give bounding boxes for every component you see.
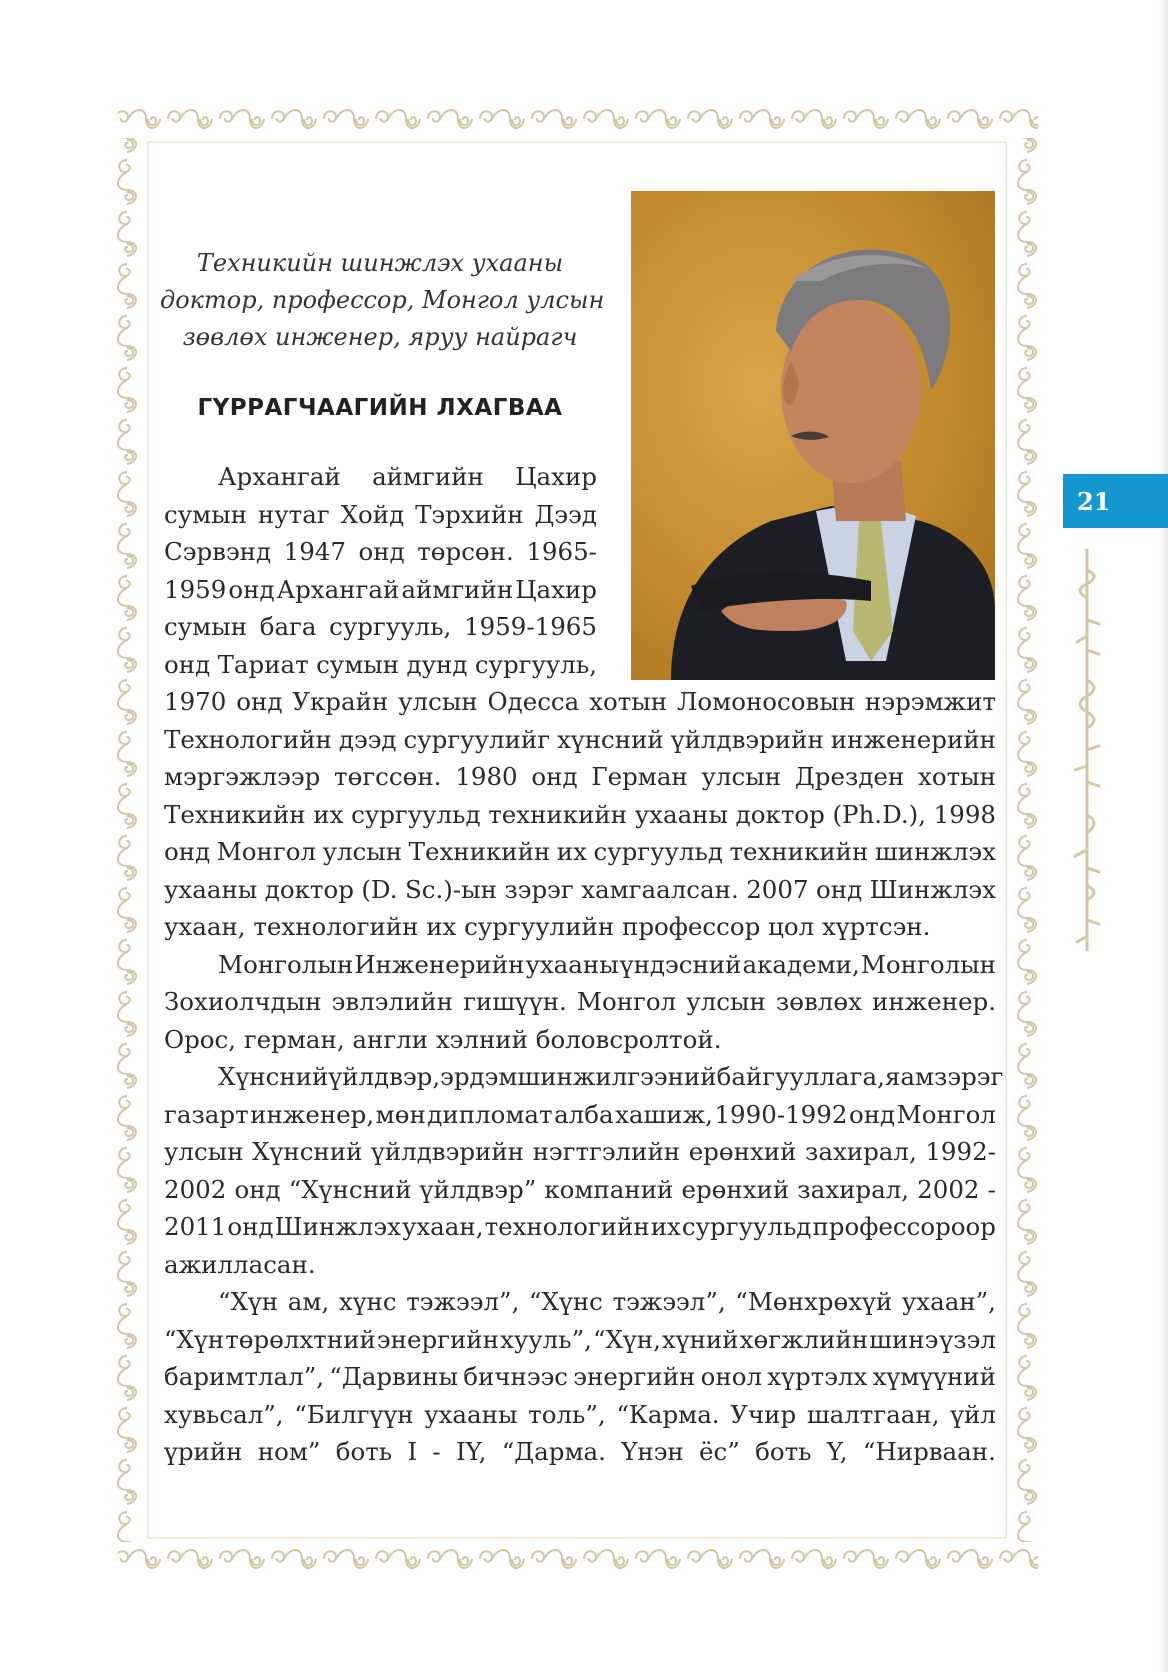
word: бага — [259, 612, 317, 641]
word: төгссөн. — [334, 762, 442, 791]
word: “Хүнс — [529, 1287, 603, 1316]
vertical-script-running-head — [1064, 540, 1110, 960]
word: сургуулийг — [403, 724, 551, 754]
word: онд — [848, 1099, 896, 1129]
word: Ломоносовын — [676, 687, 856, 716]
word: сургуульд — [593, 837, 723, 866]
word: техникийн — [729, 837, 869, 866]
word: төрөлхтний — [225, 1324, 376, 1354]
word: үйлдвэрийн — [670, 724, 824, 754]
word: онд — [236, 687, 283, 716]
word: нэгтгэлийн — [532, 1137, 681, 1166]
word: захирал, — [805, 1137, 917, 1166]
word: Герман — [591, 762, 688, 791]
caption-line: доктор, профессор, Монгол улсын — [160, 286, 605, 314]
word: хамгаалсан. — [581, 874, 739, 904]
text-segment: Орос, герман, англи хэлний боловсролтой. — [164, 1024, 722, 1054]
word: яам — [884, 1062, 935, 1091]
word: “Дарма. — [501, 1437, 606, 1466]
word: улсын — [398, 687, 478, 716]
word: Инженерийн — [354, 949, 525, 979]
word: төрсөн. — [417, 537, 514, 566]
word: “Хүн, — [592, 1324, 661, 1354]
text-line — [164, 1133, 996, 1171]
word: 1959-1965 — [464, 612, 597, 641]
word: эрдэм — [440, 1062, 518, 1091]
word: 2002 — [164, 1174, 227, 1204]
word: дээд — [338, 724, 397, 754]
word: онд — [164, 649, 211, 679]
word: онд — [234, 1174, 281, 1204]
text-line — [164, 983, 996, 1021]
word: онд — [228, 574, 275, 604]
text-line — [164, 608, 597, 646]
word: мөн — [375, 1099, 426, 1129]
word: онд — [227, 1212, 274, 1241]
text-line — [164, 1396, 996, 1434]
word: Техникийн — [164, 799, 306, 829]
word: 1965- — [526, 537, 597, 566]
page-number-tab — [1063, 474, 1168, 528]
word: ёс” — [699, 1437, 740, 1466]
word: онд — [816, 874, 863, 904]
text-line — [164, 1433, 996, 1471]
word: ухаан, — [401, 1212, 484, 1241]
word: дунд — [406, 649, 468, 679]
word: хүнс — [338, 1287, 397, 1316]
word: Хойд — [340, 499, 405, 529]
word: Шинжлэх — [274, 1212, 401, 1241]
word: инженерийн — [830, 724, 996, 754]
word: хашиж, — [615, 1099, 713, 1129]
word: улсын — [164, 1137, 244, 1166]
word: сумын — [164, 612, 248, 641]
word: захирал, — [797, 1174, 910, 1204]
text-line — [164, 533, 597, 571]
text-line — [164, 758, 996, 796]
word: үрийн — [164, 1437, 243, 1466]
word: 1990-1992 — [714, 1099, 848, 1129]
word: тэжээл”, — [612, 1287, 726, 1316]
text-line — [164, 458, 597, 496]
word: дипломат — [427, 1099, 553, 1129]
word: “Карма. — [616, 1399, 720, 1429]
word: хувьсал”, — [164, 1399, 284, 1429]
word: боть — [755, 1437, 812, 1466]
page-edge-shadow — [1158, 0, 1168, 1672]
text-line — [164, 796, 996, 834]
text-line — [164, 1321, 996, 1359]
word: боть — [335, 1437, 393, 1466]
text-line — [164, 1058, 1004, 1096]
word: эвлэлийн — [331, 987, 454, 1016]
word: мэргэжлээр — [164, 762, 321, 791]
word: 1947 — [283, 537, 346, 566]
word: шалтгаан, — [806, 1399, 940, 1429]
word: Учир — [730, 1399, 797, 1429]
word: 1998 — [933, 799, 996, 829]
word: Хүнсний — [252, 1137, 363, 1166]
word: сургуульд — [351, 799, 481, 829]
word: доктор — [735, 799, 825, 829]
text-line — [164, 1171, 996, 1209]
word: “Хүнсний — [288, 1174, 412, 1204]
word: Зохиолчдын — [164, 987, 322, 1016]
word: нутаг — [257, 499, 330, 529]
biography-paragraph-1 — [164, 458, 1004, 1471]
word: “Хүн — [218, 1287, 279, 1316]
word: байгууллага, — [716, 1062, 885, 1091]
text-line — [164, 1246, 996, 1284]
text-line — [164, 1283, 996, 1321]
word: шинжлэх — [874, 837, 996, 866]
word: нэрэмжит — [865, 687, 996, 716]
page-number: 21 — [1077, 486, 1111, 516]
word: бичнээс — [463, 1362, 569, 1391]
word: Монголын — [860, 949, 996, 979]
text-line — [164, 833, 996, 871]
word: хотын — [589, 687, 668, 716]
word: хүний — [661, 1324, 739, 1354]
text-segment: ажилласан. — [164, 1249, 316, 1279]
text-line — [164, 908, 996, 946]
word: үйлдвэр, — [328, 1062, 441, 1091]
word: Архангай — [218, 462, 341, 491]
word: 2011 — [164, 1212, 227, 1241]
word: энергийн — [573, 1362, 696, 1391]
word: 1959 — [164, 574, 227, 604]
caption-line: зөвлөх инженер, яруу найрагч — [182, 323, 578, 351]
text-line — [164, 571, 597, 609]
text-line — [164, 871, 996, 909]
word: онд — [164, 837, 211, 866]
word: (D. — [361, 874, 398, 904]
word: тэжээл”, — [406, 1287, 520, 1316]
portrait-caption — [160, 245, 605, 356]
word: Шинжлэх — [869, 874, 996, 904]
word: ном” — [257, 1437, 321, 1466]
word: Монгол — [896, 1099, 996, 1129]
word: гишүүн. — [463, 987, 567, 1016]
word: Монгол — [576, 987, 677, 1016]
word: зөвлөх — [775, 987, 862, 1016]
word: их — [313, 799, 344, 829]
word: онд — [358, 537, 405, 566]
word: их — [556, 837, 587, 866]
word: Одесса — [487, 687, 580, 716]
word: ерөнхий — [681, 1174, 790, 1204]
word: ухаан”, — [901, 1287, 996, 1316]
word: I — [407, 1437, 418, 1466]
word: хүнсний — [557, 724, 664, 754]
word: ухааны — [164, 874, 258, 904]
word: ухааны — [634, 799, 729, 829]
word: хүртэлх — [767, 1362, 868, 1391]
word: Монголын — [218, 949, 354, 979]
word: Дрезден — [794, 762, 905, 791]
word: ухааны — [424, 1399, 518, 1429]
word: сургууль, — [474, 649, 597, 679]
word: 1970 — [164, 687, 227, 716]
text-line — [164, 646, 597, 684]
word: хүмүүний — [872, 1362, 996, 1391]
word: газарт — [164, 1099, 249, 1129]
word: сургууль, — [329, 612, 452, 641]
word: Хүнсний — [218, 1062, 329, 1091]
word: 1980 — [455, 762, 518, 791]
word: Архангай — [276, 574, 400, 604]
word: “Нирваан. — [862, 1437, 996, 1466]
word: баримтлал”, — [164, 1362, 325, 1391]
word: алба — [554, 1099, 614, 1129]
word: ам, — [287, 1287, 330, 1316]
word: Украйн — [292, 687, 389, 716]
word: 2002 — [917, 1174, 980, 1204]
word: 2007 — [746, 874, 809, 904]
word: техникийн — [488, 799, 628, 829]
word: технологийн — [484, 1212, 650, 1241]
word: IY, — [455, 1437, 487, 1466]
text-line — [164, 1358, 996, 1396]
word: улсын — [701, 762, 782, 791]
word: толь”, — [528, 1399, 606, 1429]
word: ерөнхий — [688, 1137, 797, 1166]
word: үндэсний — [619, 949, 742, 979]
word: Монгол — [216, 837, 317, 866]
word: Үнэн — [621, 1437, 684, 1466]
word: үйлдвэрийн — [370, 1137, 524, 1166]
word: улсын — [686, 987, 766, 1016]
word: үзэл — [939, 1324, 996, 1354]
word: Сэрвэнд — [164, 537, 272, 566]
caption-line: Техникийн шинжлэх ухааны — [196, 249, 564, 277]
word: инженер. — [871, 987, 996, 1016]
word: аймгийн — [401, 574, 514, 604]
word: академи, — [742, 949, 860, 979]
word: сумын — [316, 649, 400, 679]
word: Технологийн — [164, 724, 332, 754]
word: аймгийн — [372, 462, 484, 491]
word: профессороор — [812, 1212, 996, 1241]
word: сумын — [164, 499, 248, 529]
word: үйлдвэр” — [419, 1174, 537, 1204]
text-segment: ухаан, технологийн их сургуулийн профессор цол хүртсэн. — [164, 912, 931, 941]
word: - — [987, 1174, 996, 1204]
word: энергийн — [376, 1324, 499, 1354]
text-line — [164, 496, 597, 534]
word: Техникийн — [408, 837, 551, 866]
word: Sc.)-ын — [404, 874, 497, 904]
word: 1992- — [925, 1137, 996, 1166]
word: зэрэг — [504, 874, 574, 904]
word: онд — [531, 762, 578, 791]
word: улсын — [322, 837, 403, 866]
word: шинэ — [869, 1324, 939, 1354]
word: Цахир — [515, 462, 597, 491]
word: хөгжлийн — [739, 1324, 869, 1354]
word: сургуульд — [681, 1212, 812, 1241]
text-line — [164, 946, 996, 984]
word: ухааны — [525, 949, 619, 979]
text-line — [164, 1021, 996, 1059]
word: компаний — [544, 1174, 674, 1204]
word: зэрэг — [934, 1062, 1004, 1091]
word: “Мөнхрөхүй — [735, 1287, 893, 1316]
person-name-heading: ГҮРРАГЧААГИЙН ЛХАГВАА — [197, 395, 563, 421]
word: хууль”, — [500, 1324, 592, 1354]
text-line — [164, 683, 996, 721]
word: Цахир — [515, 574, 597, 604]
word: “Билгүүн — [294, 1399, 414, 1429]
word: “Хүн — [164, 1324, 225, 1354]
word: их — [650, 1212, 681, 1241]
word: доктор — [264, 874, 354, 904]
text-line — [164, 721, 996, 759]
text-line — [164, 1096, 996, 1134]
word: Дээд — [534, 499, 597, 529]
word: хотын — [918, 762, 996, 791]
word: “Дарвины — [329, 1362, 458, 1391]
word: онол — [700, 1362, 763, 1391]
word: Тариат — [217, 649, 309, 679]
word: шинжилгээний — [517, 1062, 717, 1091]
text-line — [164, 1208, 996, 1246]
word: (Ph.D.), — [832, 799, 926, 829]
word: үйл — [950, 1399, 996, 1429]
word: - — [432, 1437, 441, 1466]
word: инженер, — [250, 1099, 375, 1129]
word: Y, — [826, 1437, 848, 1466]
word: Тэрхийн — [415, 499, 524, 529]
